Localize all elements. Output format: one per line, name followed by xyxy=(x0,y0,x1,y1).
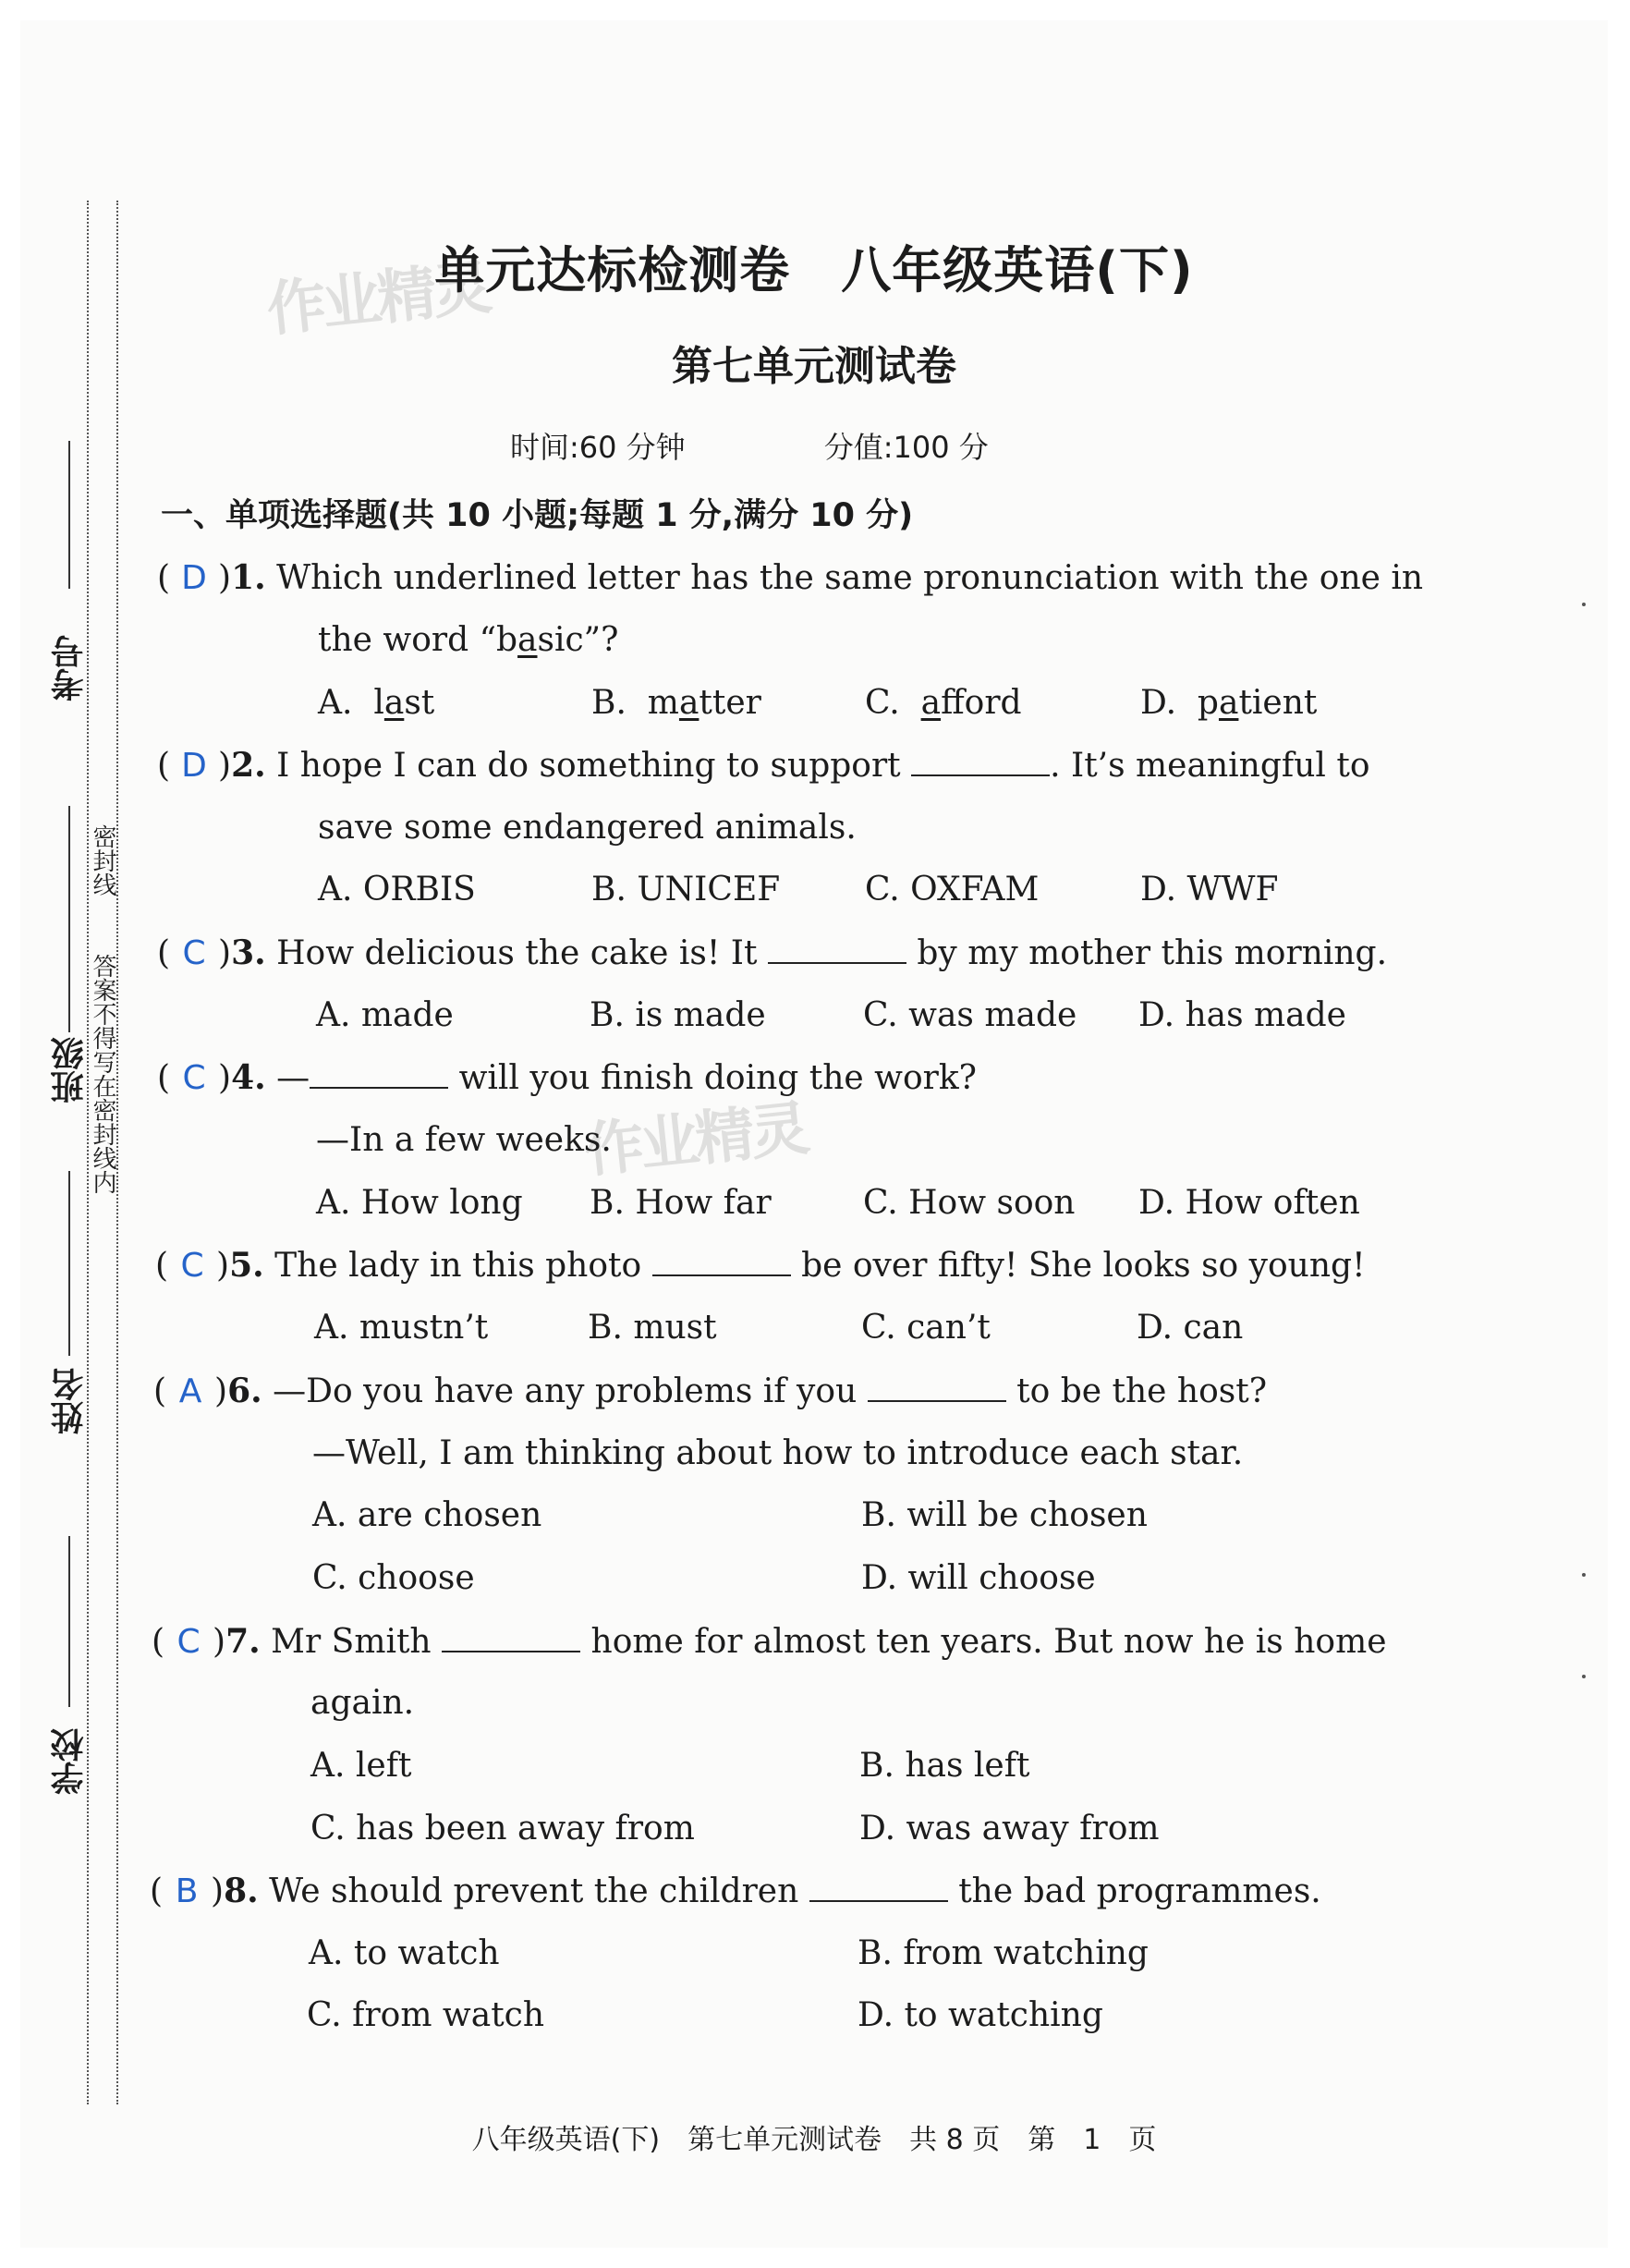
q6-option-d: D. will choose xyxy=(861,1559,1096,1597)
q6-stem-line2: —Well, I am thinking about how to introduce each star. xyxy=(312,1434,1244,1472)
q3-option-d: D. has made xyxy=(1138,996,1346,1034)
q2-option-a: A. ORBIS xyxy=(318,871,476,908)
print-speck xyxy=(1582,1675,1586,1678)
answer-1: D xyxy=(181,559,207,597)
q6-option-b: B. will be chosen xyxy=(861,1496,1148,1534)
answer-8: B xyxy=(175,1872,199,1910)
page-title: 单元达标检测卷 八年级英语(下) xyxy=(434,241,1194,299)
q8-option-b: B. from watching xyxy=(858,1934,1149,1972)
q2-option-b: B. UNICEF xyxy=(591,871,781,908)
class-blank xyxy=(68,806,70,1032)
q1-option-b: B. matter xyxy=(591,684,761,722)
q4-option-d: D. How often xyxy=(1138,1184,1360,1222)
answer-blank xyxy=(868,1372,1006,1402)
name-label: 姓名 xyxy=(51,1368,89,1434)
page-subtitle: 第七单元测试卷 xyxy=(672,343,956,390)
print-speck xyxy=(1582,1573,1586,1577)
answer-3: C xyxy=(182,934,206,972)
question-1: ( D )1. Which underlined letter has the same pronunciation with the one in xyxy=(157,558,1424,597)
q2-option-d: D. WWF xyxy=(1140,871,1279,908)
answer-blank xyxy=(809,1872,948,1902)
exam-page xyxy=(20,20,1608,2248)
watermark-top: 作业精灵 xyxy=(263,253,492,346)
section-heading: 一、单项选择题(共 10 小题;每题 1 分,满分 10 分) xyxy=(161,497,914,534)
binding-dotted-line-right xyxy=(116,201,118,2104)
q3-option-b: B. is made xyxy=(590,996,766,1034)
q2-stem-line2: save some endangered animals. xyxy=(318,809,857,847)
q1-option-d: D. patient xyxy=(1140,684,1318,722)
q5-option-c: C. can’t xyxy=(861,1309,991,1347)
q7-option-b: B. has left xyxy=(859,1747,1030,1785)
name-blank xyxy=(68,1171,70,1356)
seal-note-text: 答案不得写在密封线内 xyxy=(89,954,116,1194)
answer-blank xyxy=(911,747,1050,776)
q1-option-c: C. afford xyxy=(865,684,1022,722)
exam-time: 时间:60 分钟 xyxy=(510,430,686,465)
exam-no-blank xyxy=(68,441,70,589)
exam-no-label: 考号 xyxy=(51,635,89,701)
school-label: 学校 xyxy=(51,1728,89,1795)
question-4: ( C )4. — will you finish doing the work? xyxy=(157,1058,977,1097)
q3-option-a: A. made xyxy=(316,996,454,1034)
question-7: ( C )7. Mr Smith home for almost ten years. But now he is home xyxy=(152,1622,1387,1661)
page-footer: 八年级英语(下) 第七单元测试卷 共 8 页 第 1 页 xyxy=(471,2124,1157,2156)
q7-stem-line2: again. xyxy=(310,1684,415,1722)
question-5: ( C )5. The lady in this photo be over fifty! She looks so young! xyxy=(155,1246,1366,1285)
answer-5: C xyxy=(180,1247,204,1285)
q1-option-a: A. last xyxy=(318,684,435,722)
q4-option-b: B. How far xyxy=(590,1184,772,1222)
question-6: ( A )6. —Do you have any problems if you to be the host? xyxy=(153,1372,1268,1410)
answer-6: A xyxy=(178,1372,202,1410)
q4-option-c: C. How soon xyxy=(863,1184,1076,1222)
q3-option-c: C. was made xyxy=(863,996,1077,1034)
question-2: ( D )2. I hope I can do something to support . It’s meaningful to xyxy=(157,746,1370,785)
answer-blank xyxy=(310,1059,448,1089)
q8-option-c: C. from watch xyxy=(307,1996,545,2034)
answer-blank xyxy=(768,934,906,964)
q6-option-a: A. are chosen xyxy=(312,1496,542,1534)
q2-option-c: C. OXFAM xyxy=(865,871,1040,908)
q8-option-a: A. to watch xyxy=(309,1934,500,1972)
answer-2: D xyxy=(181,747,207,785)
q6-option-c: C. choose xyxy=(312,1559,475,1597)
q7-option-a: A. left xyxy=(310,1747,412,1785)
question-number-1: 1. xyxy=(231,558,266,597)
q7-option-c: C. has been away from xyxy=(310,1810,695,1847)
answer-7: C xyxy=(176,1623,201,1661)
q7-option-d: D. was away from xyxy=(859,1810,1160,1847)
q4-stem-line2: —In a few weeks. xyxy=(316,1121,612,1159)
q8-option-d: D. to watching xyxy=(858,1996,1103,2034)
question-3: ( C )3. How delicious the cake is! It by my mother this morning. xyxy=(157,933,1388,972)
answer-blank xyxy=(442,1623,580,1652)
q4-option-a: A. How long xyxy=(316,1184,523,1222)
q1-stem-line1: Which underlined letter has the same pronunciation with the one in xyxy=(276,559,1424,597)
answer-blank xyxy=(652,1247,791,1276)
question-8: ( B )8. We should prevent the children the bad programmes. xyxy=(150,1872,1321,1910)
exam-meta xyxy=(510,424,989,467)
school-blank xyxy=(68,1536,70,1707)
watermark-middle: 作业精灵 xyxy=(581,1094,809,1187)
answer-4: C xyxy=(182,1059,206,1097)
q1-stem-line2: the word “basic”? xyxy=(318,621,619,659)
seal-line-text: 密封线 xyxy=(89,824,116,896)
q5-option-d: D. can xyxy=(1137,1309,1244,1347)
class-label: 班级 xyxy=(51,1037,89,1104)
print-speck xyxy=(1582,603,1586,606)
q5-option-b: B. must xyxy=(588,1309,717,1347)
exam-score: 分值:100 分 xyxy=(823,430,989,465)
q5-option-a: A. mustn’t xyxy=(314,1309,489,1347)
